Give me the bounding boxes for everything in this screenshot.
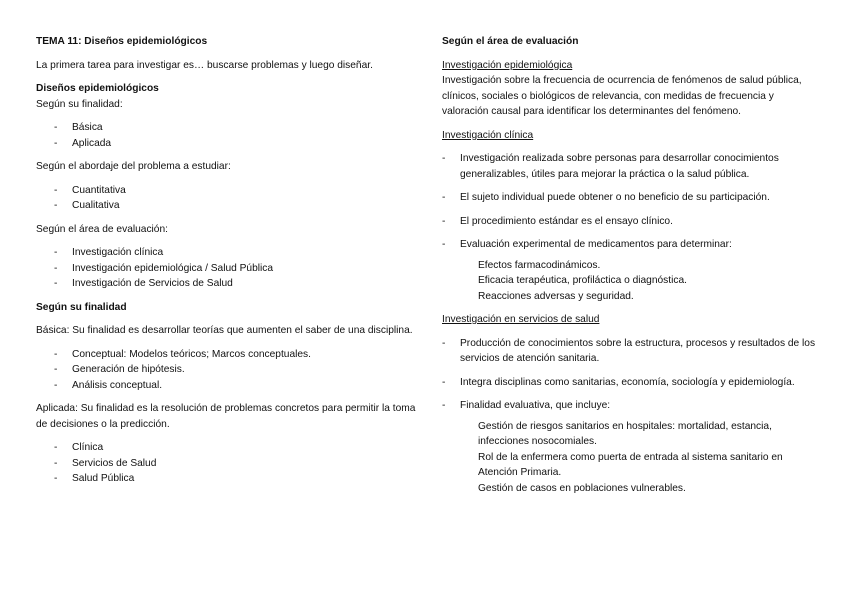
list-item: - Investigación de Servicios de Salud bbox=[36, 276, 416, 292]
list-item: - Servicios de Salud bbox=[36, 456, 416, 472]
epi-text: Investigación sobre la frecuencia de ocurrencia de fenómenos de salud pública, clínicos, sociales o biológicos de relevancia, con medidas de frecuencia y valoración causal para identificar los determinantes del fenómeno. bbox=[442, 75, 802, 117]
list-item: - Producción de conocimientos sobre la estructura, procesos y resultados de los servicios de atención sanitaria. bbox=[442, 336, 820, 367]
list-item: - Conceptual: Modelos teóricos; Marcos conceptuales. bbox=[36, 347, 416, 363]
list-item: - Clínica bbox=[36, 440, 416, 456]
serv-sublist bbox=[478, 419, 820, 497]
list-item: - Investigación clínica bbox=[36, 245, 416, 261]
aplicada-text: Aplicada: Su finalidad es la resolución de problemas concretos para permitir la toma de decisiones o la predicción. bbox=[36, 403, 416, 430]
list-item: - Básica bbox=[36, 120, 416, 136]
list-item: - Salud Pública bbox=[36, 471, 416, 487]
designs-heading: Diseños epidemiológicos bbox=[36, 83, 159, 94]
list-item: - Cualitativa bbox=[36, 198, 416, 214]
intro-text: La primera tarea para investigar es… buscarse problemas y luego diseñar. bbox=[36, 59, 373, 71]
sub-item: Gestión de casos en poblaciones vulnerables. bbox=[478, 482, 686, 494]
finalidad-heading: Según su finalidad bbox=[36, 301, 127, 313]
serv-title: Investigación en servicios de salud bbox=[442, 314, 600, 325]
sub-item: Efectos farmacodinámicos. bbox=[478, 259, 601, 271]
finalidad-list bbox=[36, 120, 416, 151]
aplicada-list bbox=[36, 440, 416, 487]
document-title: TEMA 11: Diseños epidemiológicos bbox=[36, 36, 208, 47]
list-item: - Análisis conceptual. bbox=[36, 378, 416, 394]
basica-list bbox=[36, 347, 416, 394]
clin-sublist bbox=[478, 258, 820, 305]
area-label: Según el área de evaluación: bbox=[36, 223, 168, 235]
abordaje-label: Según el abordaje del problema a estudiar: bbox=[36, 161, 231, 172]
finalidad-label: Según su finalidad: bbox=[36, 98, 123, 110]
list-item: - Evaluación experimental de medicamentos para determinar: bbox=[442, 237, 820, 253]
list-item: - Investigación epidemiológica / Salud Pública bbox=[36, 261, 416, 277]
list-item: - Generación de hipótesis. bbox=[36, 362, 416, 378]
serv-list bbox=[442, 336, 820, 414]
right-column bbox=[442, 34, 820, 496]
list-item: - Aplicada bbox=[36, 136, 416, 152]
list-item: - Cuantitativa bbox=[36, 183, 416, 199]
list-item: - Integra disciplinas como sanitarias, economía, sociología y epidemiología. bbox=[442, 375, 820, 391]
list-item: - El procedimiento estándar es el ensayo clínico. bbox=[442, 214, 820, 230]
abordaje-list bbox=[36, 183, 416, 214]
list-item: - Investigación realizada sobre personas para desarrollar conocimientos generalizables, útiles para mejorar la práctica o la salud pública. bbox=[442, 151, 820, 182]
list-item: - El sujeto individual puede obtener o no beneficio de su participación. bbox=[442, 190, 820, 206]
sub-item: Eficacia terapéutica, profiláctica o diagnóstica. bbox=[478, 275, 687, 286]
clin-list bbox=[442, 151, 820, 253]
sub-item: Rol de la enfermera como puerta de entrada al sistema sanitario en Atención Primaria. bbox=[478, 451, 783, 478]
left-column bbox=[36, 34, 416, 495]
epi-title: Investigación epidemiológica bbox=[442, 59, 573, 71]
sub-item: Gestión de riesgos sanitarios en hospitales: mortalidad, estancia, infecciones nosocomiales. bbox=[478, 420, 772, 447]
basica-text: Básica: Su finalidad es desarrollar teorías que aumenten el saber de una disciplina. bbox=[36, 325, 413, 336]
area-list bbox=[36, 245, 416, 292]
list-item: - Finalidad evaluativa, que incluye: bbox=[442, 398, 820, 414]
clin-title: Investigación clínica bbox=[442, 129, 534, 141]
area-heading: Según el área de evaluación bbox=[442, 36, 579, 47]
sub-item: Reacciones adversas y seguridad. bbox=[478, 290, 634, 302]
